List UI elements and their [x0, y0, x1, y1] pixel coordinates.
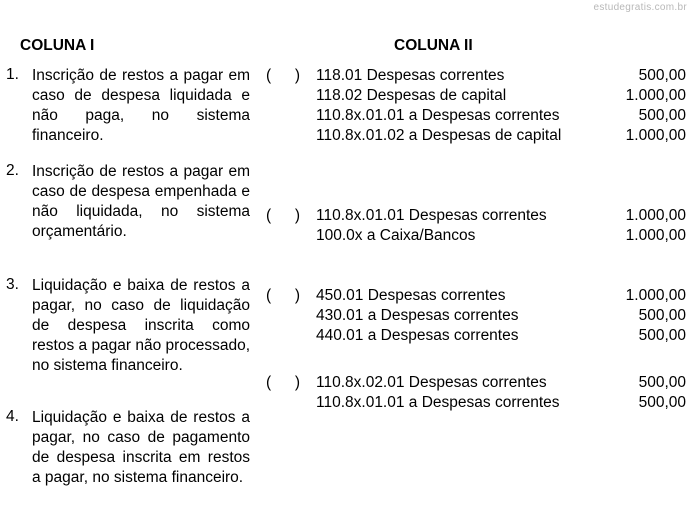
entry-row: [316, 126, 686, 146]
entry-description: 110.8x.01.01 Despesas correntes: [316, 207, 547, 224]
entry-row: [316, 206, 686, 226]
entry-row: [316, 86, 686, 106]
entry-description: 110.8x.01.01 a Despesas correntes: [316, 394, 560, 411]
item-1-number: 1.: [6, 66, 19, 83]
entry-value: 500,00: [638, 394, 686, 411]
entry-value: 500,00: [638, 67, 686, 84]
entry-row: [316, 373, 686, 393]
entry-description: 110.8x.01.01 a Despesas correntes: [316, 107, 560, 124]
close-paren: ): [294, 374, 300, 391]
entry-description: 430.01 a Despesas correntes: [316, 307, 519, 324]
item-3-text: Liquidação e baixa de restos a pagar, no caso de liquidação de despesa inscrita como restos a pagar não processado, no sistema financeiro.: [32, 277, 250, 374]
entry-row: [316, 306, 686, 326]
entry-description: 118.02 Despesas de capital: [316, 87, 507, 104]
entry-row: [316, 326, 686, 346]
item-3-number: 3.: [6, 276, 19, 293]
entry-description: 450.01 Despesas correntes: [316, 287, 506, 304]
answer-slot-2: [266, 206, 300, 226]
open-paren: (: [266, 287, 272, 304]
entry-row: [316, 106, 686, 126]
entry-description: 440.01 a Despesas correntes: [316, 327, 519, 344]
open-paren: (: [266, 67, 272, 84]
close-paren: ): [294, 287, 300, 304]
entry-description: 110.8x.01.02 a Despesas de capital: [316, 127, 562, 144]
item-1-text: Inscrição de restos a pagar em caso de despesa liquidada e não paga, no sistema financeiro.: [32, 67, 250, 144]
open-paren: (: [266, 374, 272, 391]
entry-value: 1.000,00: [625, 227, 686, 244]
entry-value: 500,00: [638, 327, 686, 344]
close-paren: ): [294, 207, 300, 224]
open-paren: (: [266, 207, 272, 224]
column-1-header: COLUNA I: [20, 37, 95, 54]
column-2-header: COLUNA II: [394, 37, 473, 54]
entry-value: 1.000,00: [625, 207, 686, 224]
entry-row: [316, 226, 686, 246]
entry-value: 1.000,00: [625, 127, 686, 144]
answer-slot-1: [266, 66, 300, 86]
entry-row: [316, 66, 686, 86]
entry-value: 500,00: [638, 307, 686, 324]
entry-value: 1.000,00: [625, 287, 686, 304]
entry-group-3: [316, 286, 686, 346]
entry-group-4: [316, 373, 686, 413]
entry-value: 500,00: [638, 374, 686, 391]
entry-value: 1.000,00: [625, 87, 686, 104]
entry-description: 110.8x.02.01 Despesas correntes: [316, 374, 547, 391]
watermark-text: estudegratis.com.br: [593, 2, 687, 13]
item-2-text: Inscrição de restos a pagar em caso de despesa empenhada e não liquidada, no sistema orçamentário.: [32, 163, 250, 240]
entry-row: [316, 393, 686, 413]
item-4-text: Liquidação e baixa de restos a pagar, no caso de pagamento de despesa inscrita em restos a pagar, no sistema financeiro.: [32, 409, 250, 486]
item-4-number: 4.: [6, 408, 19, 425]
answer-slot-3: [266, 286, 300, 306]
entry-group-2: [316, 206, 686, 246]
item-2-number: 2.: [6, 162, 19, 179]
close-paren: ): [294, 67, 300, 84]
entry-value: 500,00: [638, 107, 686, 124]
entry-description: 100.0x a Caixa/Bancos: [316, 227, 476, 244]
answer-slot-4: [266, 373, 300, 393]
entry-description: 118.01 Despesas correntes: [316, 67, 505, 84]
entry-group-1: [316, 66, 686, 146]
entry-row: [316, 286, 686, 306]
